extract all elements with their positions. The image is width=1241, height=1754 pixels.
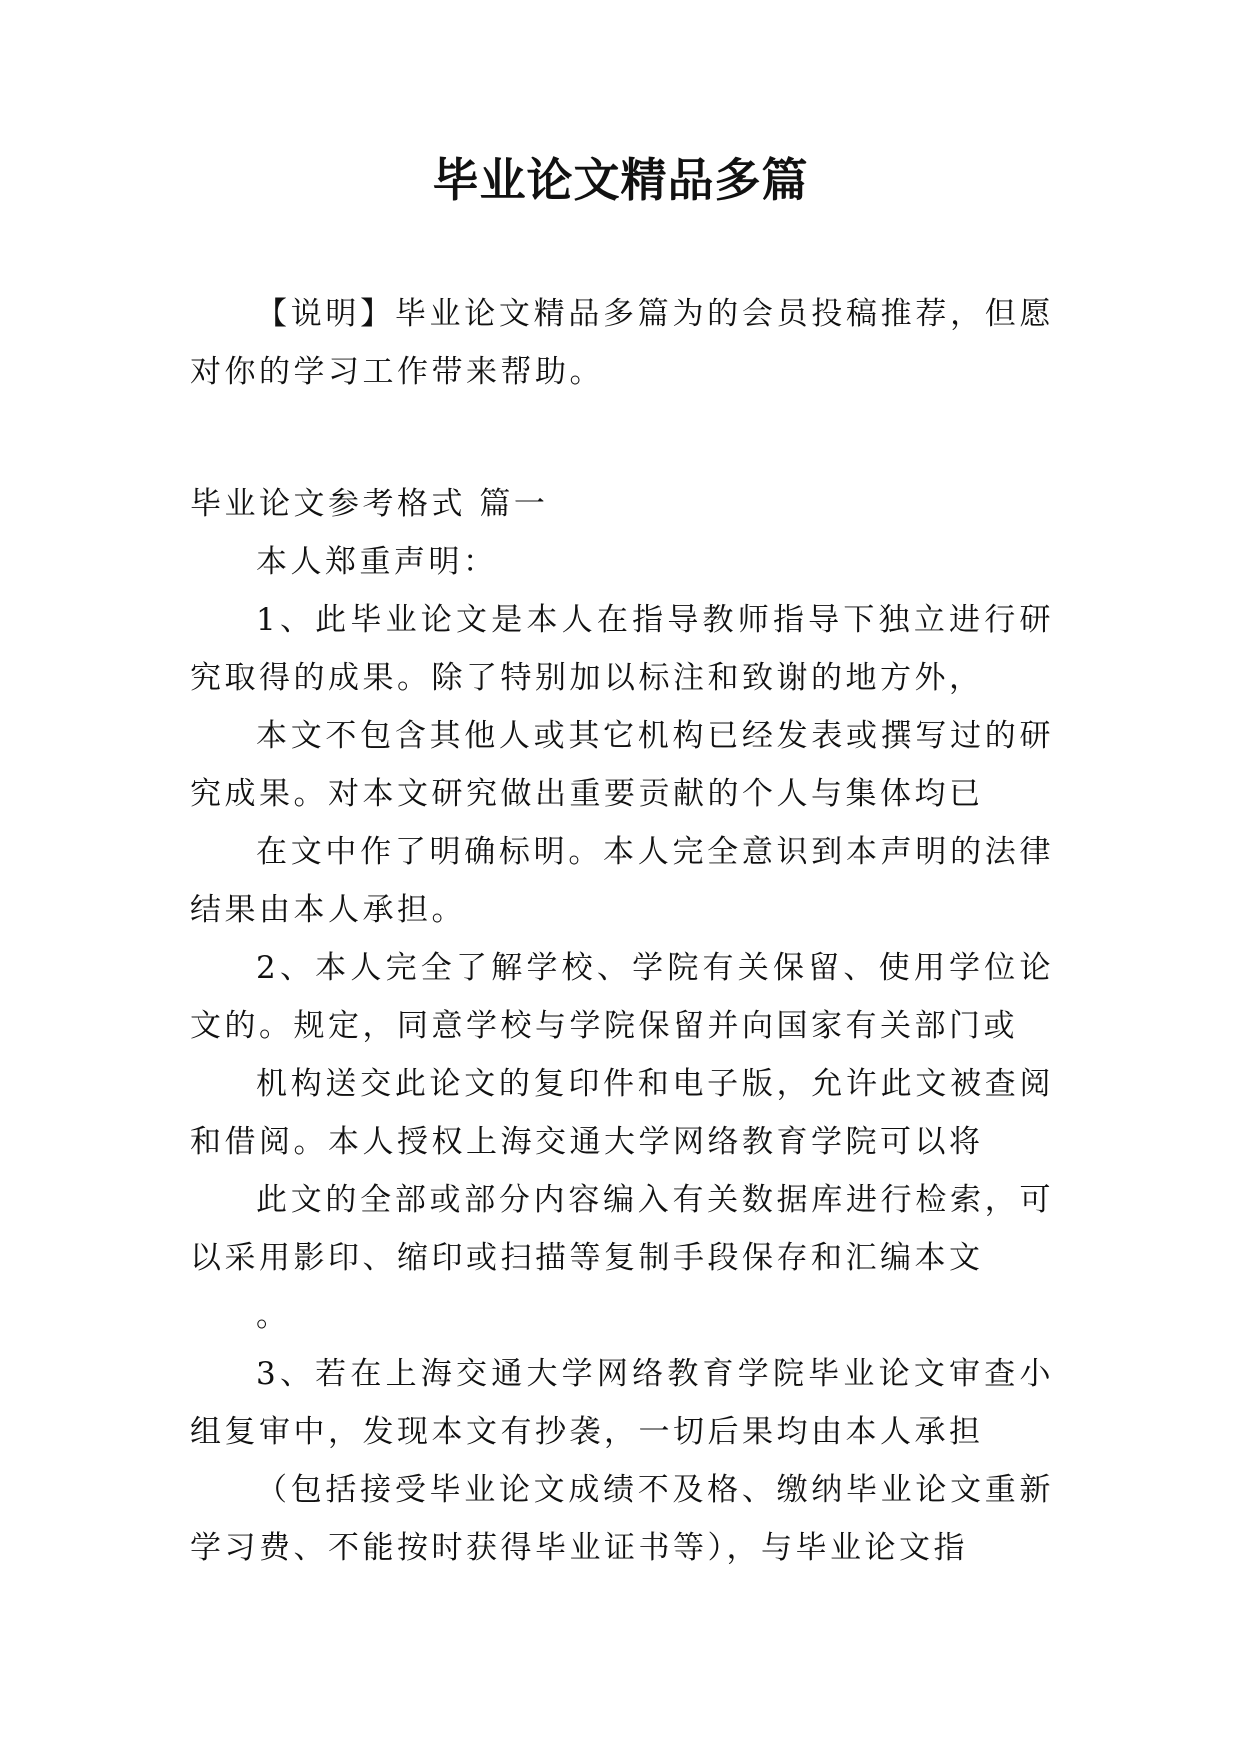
paragraph: （包括接受毕业论文成绩不及格、缴纳毕业论文重新学习费、不能按时获得毕业证书等），与毕业论文指 bbox=[190, 1472, 1054, 1566]
document-title: 毕业论文精品多篇 bbox=[432, 153, 809, 207]
spacer bbox=[190, 401, 1054, 475]
paragraph: 此文的全部或部分内容编入有关数据库进行检索，可以采用影印、缩印或扫描等复制手段保存和汇编本文 bbox=[190, 1182, 1054, 1276]
paragraph: 3、若在上海交通大学网络教育学院毕业论文审查小组复审中，发现本文有抄袭，一切后果均由本人承担 bbox=[190, 1356, 1054, 1450]
paragraph: 本文不包含其他人或其它机构已经发表或撰写过的研究成果。对本文研究做出重要贡献的个人与集体均已 bbox=[190, 718, 1054, 812]
paragraph: 。 bbox=[256, 1298, 291, 1334]
section-heading: 毕业论文参考格式 篇一 bbox=[190, 486, 549, 522]
paragraph: 机构送交此论文的复印件和电子版，允许此文被查阅和借阅。本人授权上海交通大学网络教育学院可以将 bbox=[190, 1066, 1054, 1160]
paragraph: 在文中作了明确标明。本人完全意识到本声明的法律结果由本人承担。 bbox=[190, 834, 1054, 928]
paragraph: 本人郑重声明： bbox=[256, 544, 498, 580]
document-body bbox=[190, 285, 1054, 1577]
paragraph: 2、本人完全了解学校、学院有关保留、使用学位论文的。规定，同意学校与学院保留并向国家有关部门或 bbox=[190, 950, 1054, 1044]
intro-paragraph: 【说明】毕业论文精品多篇为的会员投稿推荐，但愿对你的学习工作带来帮助。 bbox=[190, 296, 1054, 390]
paragraph: 1、此毕业论文是本人在指导教师指导下独立进行研究取得的成果。除了特别加以标注和致谢的地方外， bbox=[190, 602, 1054, 696]
